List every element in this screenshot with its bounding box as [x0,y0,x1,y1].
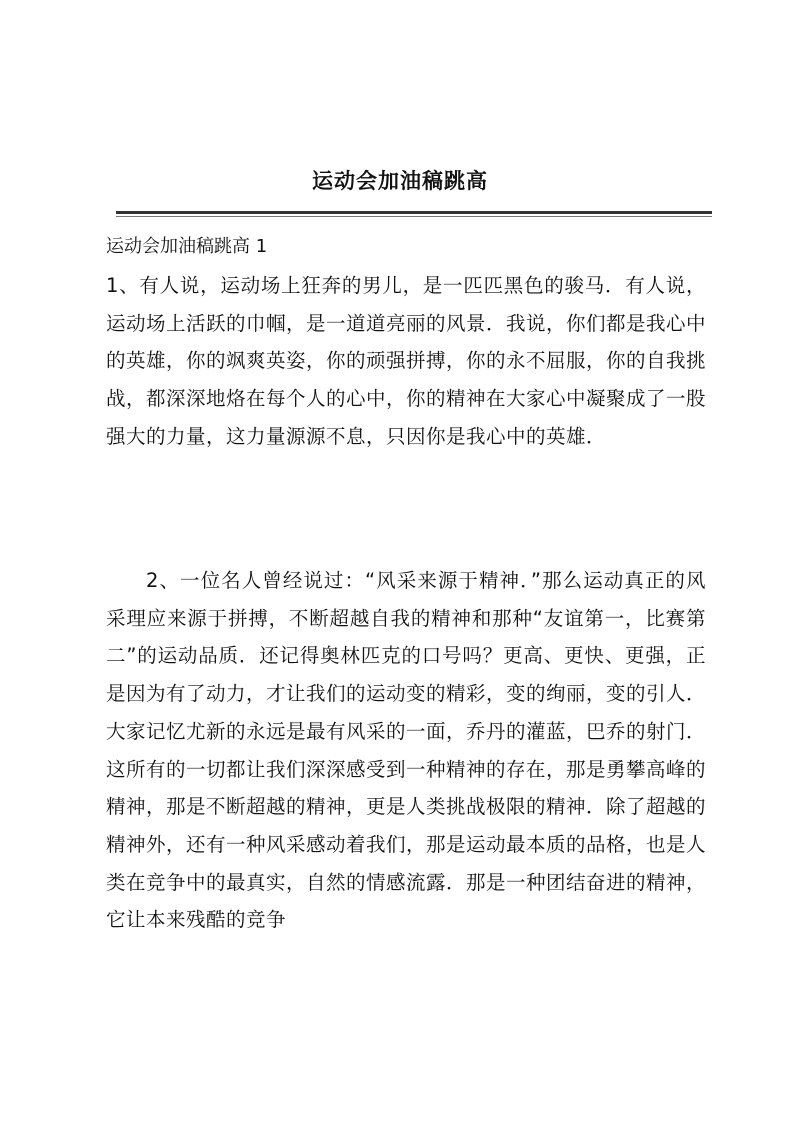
document-title: 运动会加油稿跳高 [312,168,488,193]
title-divider [116,211,712,214]
paragraph-1: 1、有人说，运动场上狂奔的男儿，是一匹匹黑色的骏马．有人说，运动场上活跃的巾帼，是一道道亮丽的风景．我说，你们都是我心中的英雄，你的飒爽英姿，你的顽强拼搏，你的永不屈服，你的自我挑战，都深深地烙在每个人的心中，你的精神在大家心中凝聚成了一股强大的力量，这力量源源不息，只因你是我心中的英雄． [106,274,707,448]
section-heading: 运动会加油稿跳高 1 [106,236,268,257]
title-divider-thin [116,216,712,217]
paragraph-2: 2、一位名人曾经说过：“风采来源于精神．”那么运动真正的风采理应来源于拼搏，不断超越自我的精神和那种“友谊第一，比赛第二”的运动品质．还记得奥林匹克的口号吗？更高、更快、更强，正是因为有了动力，才让我们的运动变的精彩，变的绚丽，变的引人．大家记忆尤新的永远是最有风采的一面，乔丹的灌蓝，巴乔的射门．这所有的一切都让我们深深感受到一种精神的存在，那是勇攀高峰的精神，那是不断超越的精神，更是人类挑战极限的精神．除了超越的精神外，还有一种风采感动着我们，那是运动最本质的品格，也是人类在竞争中的最真实，自然的情感流露．那是一种团结奋进的精神，它让本来残酷的竞争 [106,569,707,932]
